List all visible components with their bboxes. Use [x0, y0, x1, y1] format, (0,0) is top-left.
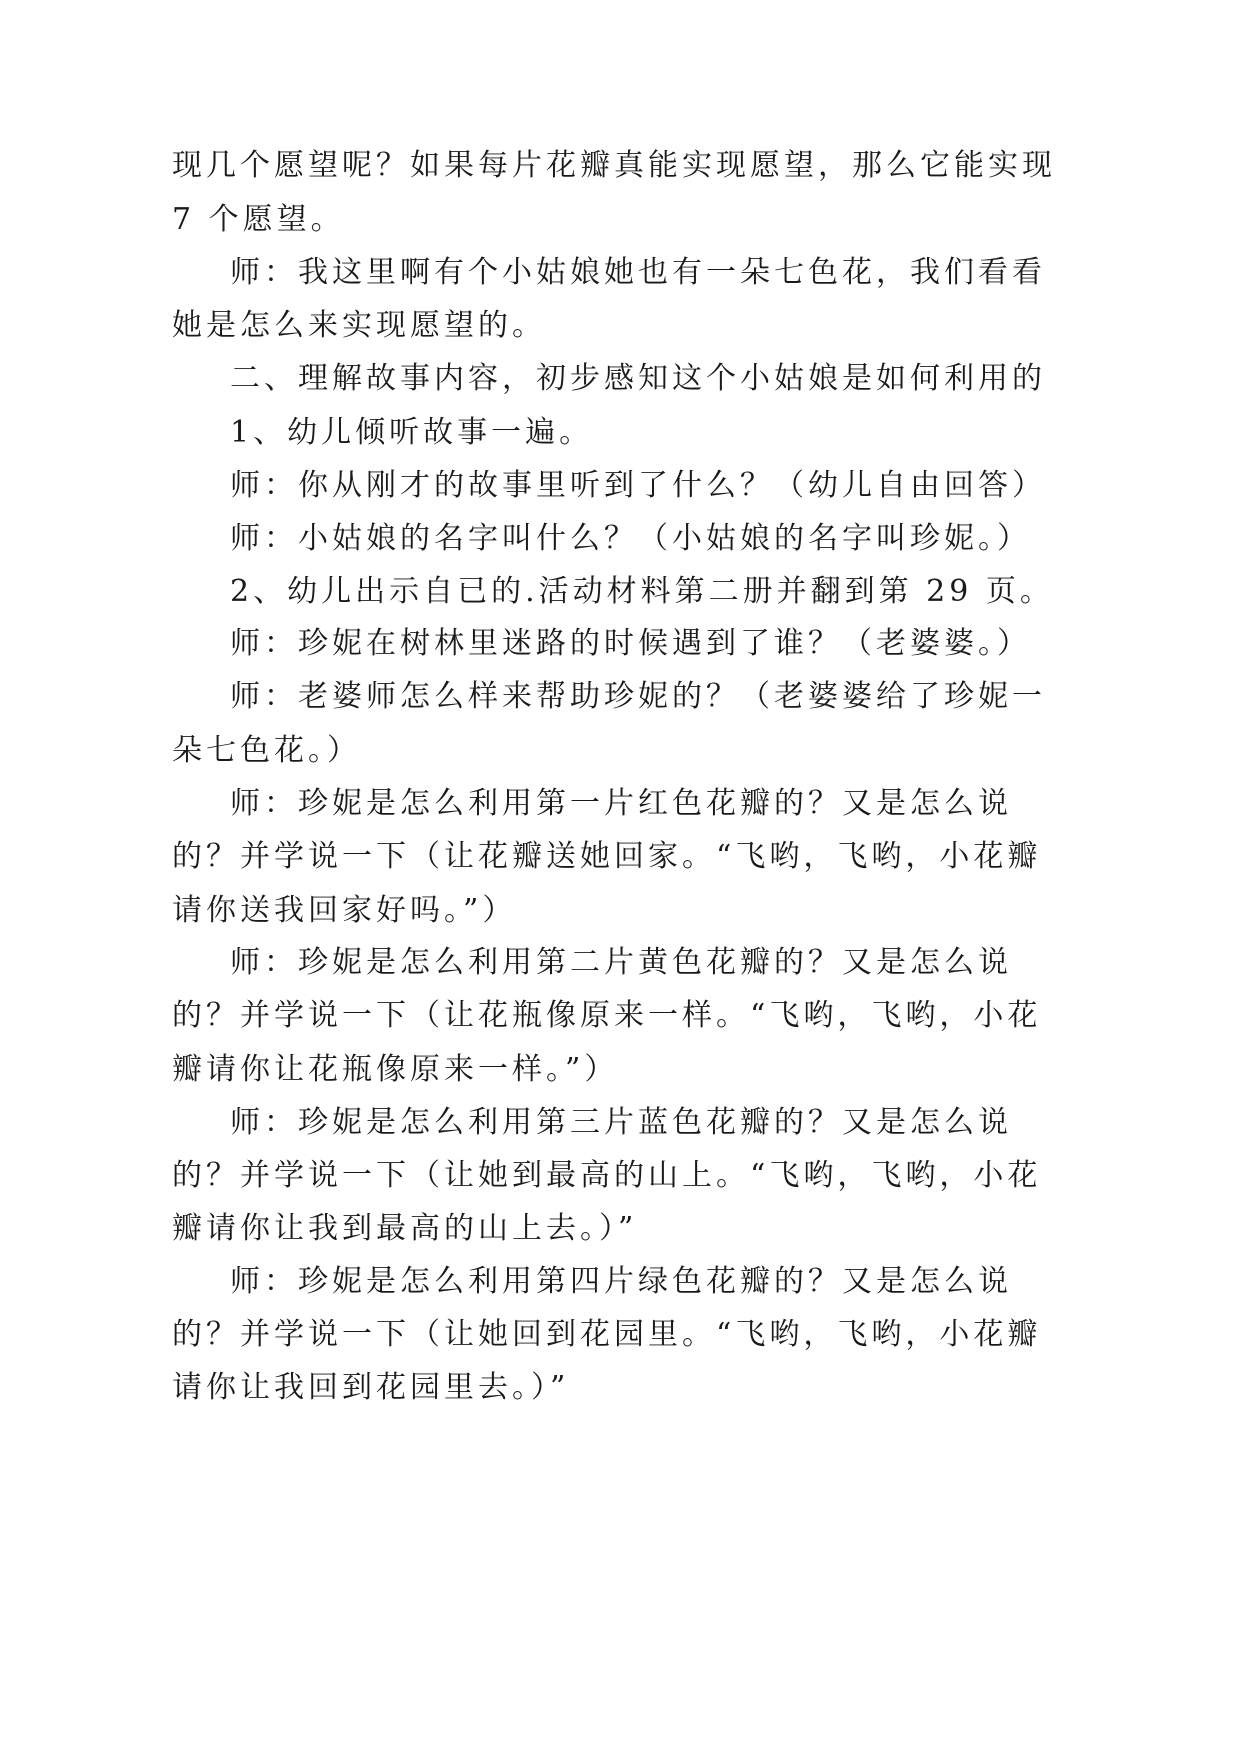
text-line: 师：老婆师怎么样来帮助珍妮的？（老婆婆给了珍妮一	[230, 679, 1046, 714]
text-line: 师：小姑娘的名字叫什么？（小姑娘的名字叫珍妮。）	[230, 521, 1031, 556]
text-line: 请你让我回到花园里去。）”	[172, 1370, 570, 1405]
text-line: 师：珍妮是怎么利用第三片蓝色花瓣的？又是怎么说	[230, 1105, 1012, 1140]
text-line: 师：珍妮是怎么利用第四片绿色花瓣的？又是怎么说	[230, 1264, 1012, 1299]
text-line: 2、幼儿出示自已的.活动材料第二册并翻到第 29 页。	[230, 574, 1054, 609]
text-line: 的？并学说一下（让她到最高的山上。“飞哟，飞哟，小花	[172, 1158, 1042, 1193]
text-line: 的？并学说一下（让她回到花园里。“飞哟，飞哟，小花瓣	[172, 1317, 1042, 1352]
text-line: 二、理解故事内容，初步感知这个小姑娘是如何利用的	[230, 361, 1046, 396]
text-line: 师：珍妮在树林里迷路的时候遇到了谁？（老婆婆。）	[230, 626, 1031, 661]
text-line: 她是怎么来实现愿望的。	[172, 308, 546, 343]
text-line: 瓣请你让我到最高的山上去。）”	[172, 1211, 638, 1246]
text-line: 的？并学说一下（让花瓣送她回家。“飞哟，飞哟，小花瓣	[172, 839, 1042, 874]
text-line: 朵七色花。）	[172, 733, 361, 768]
text-line: 1、幼儿倾听故事一遍。	[230, 415, 594, 450]
text-line: 师：我这里啊有个小姑娘她也有一朵七色花，我们看看	[230, 255, 1046, 290]
text-line: 师：你从刚才的故事里听到了什么？（幼儿自由回答）	[230, 468, 1046, 503]
text-line: 7 个愿望。	[172, 202, 345, 237]
text-line: 瓣请你让花瓶像原来一样。”）	[172, 1052, 619, 1087]
text-line: 师：珍妮是怎么利用第一片红色花瓣的？又是怎么说	[230, 786, 1012, 821]
text-line: 师：珍妮是怎么利用第二片黄色花瓣的？又是怎么说	[230, 945, 1012, 980]
text-line: 的？并学说一下（让花瓶像原来一样。“飞哟，飞哟，小花	[172, 998, 1042, 1033]
text-line: 现几个愿望呢？如果每片花瓣真能实现愿望，那么它能实现	[172, 148, 1056, 183]
text-line: 请你送我回家好吗。”）	[172, 893, 517, 928]
